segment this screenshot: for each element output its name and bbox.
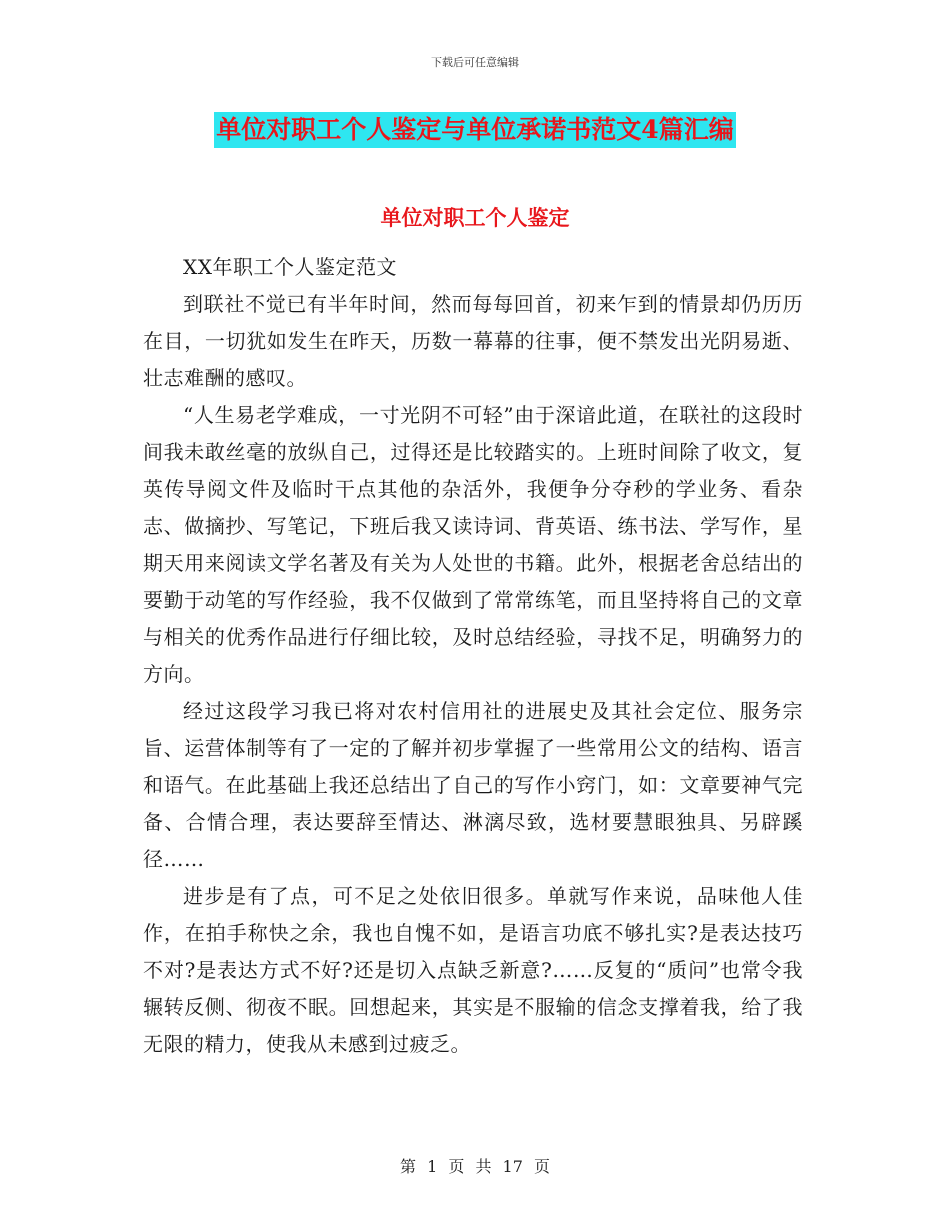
paragraph: 到联社不觉已有半年时间，然而每每回首，初来乍到的情景却仍历历在目，一切犹如发生在昨天，历数一幕幕的往事，便不禁发出光阴易逝、壮志难酬的感叹。 [143, 292, 803, 390]
paragraph-subtitle: XX年职工个人鉴定范文 [183, 255, 397, 279]
main-title-container [0, 112, 950, 148]
main-title: 单位对职工个人鉴定与单位承诺书范文4篇汇编 [214, 112, 735, 148]
paragraph: 进步是有了点，可不足之处依旧很多。单就写作来说，品味他人佳作，在拍手称快之余，我也自愧不如，是语言功底不够扎实?是表达技巧不对?是表达方式不好?还是切入点缺乏新意?……反复的“质问”也常令我辗转反侧、彻夜不眠。回想起来，其实是不服输的信念支撑着我，给了我无限的精力，使我从未感到过疲乏。 [143, 884, 803, 1056]
page-footer: 第 1 页 共 17 页 [400, 1157, 550, 1176]
section-title: 单位对职工个人鉴定 [380, 205, 570, 230]
paragraph: “人生易老学难成，一寸光阴不可轻”由于深谙此道，在联社的这段时间我未敢丝毫的放纵自己，过得还是比较踏实的。上班时间除了收文，复英传导阅文件及临时干点其他的杂活外，我便争分夺秒的学业务、看杂志、做摘抄、写笔记，下班后我又读诗词、背英语、练书法、学写作，星期天用来阅读文学名著及有关为人处世的书籍。此外，根据老舍总结出的要勤于动笔的写作经验，我不仅做到了常常练笔，而且坚持将自己的文章与相关的优秀作品进行仔细比较，及时总结经验，寻找不足，明确努力的方向。 [143, 403, 803, 686]
paragraph: 经过这段学习我已将对农村信用社的进展史及其社会定位、服务宗旨、运营体制等有了一定的了解并初步掌握了一些常用公文的结构、语言和语气。在此基础上我还总结出了自己的写作小窍门，如：文章要神气完备、合情合理，表达要辞至情达、淋漓尽致，选材要慧眼独具、另辟蹊径…… [143, 699, 803, 871]
header-note: 下载后可任意编辑 [431, 56, 519, 69]
document-body [143, 249, 803, 1063]
